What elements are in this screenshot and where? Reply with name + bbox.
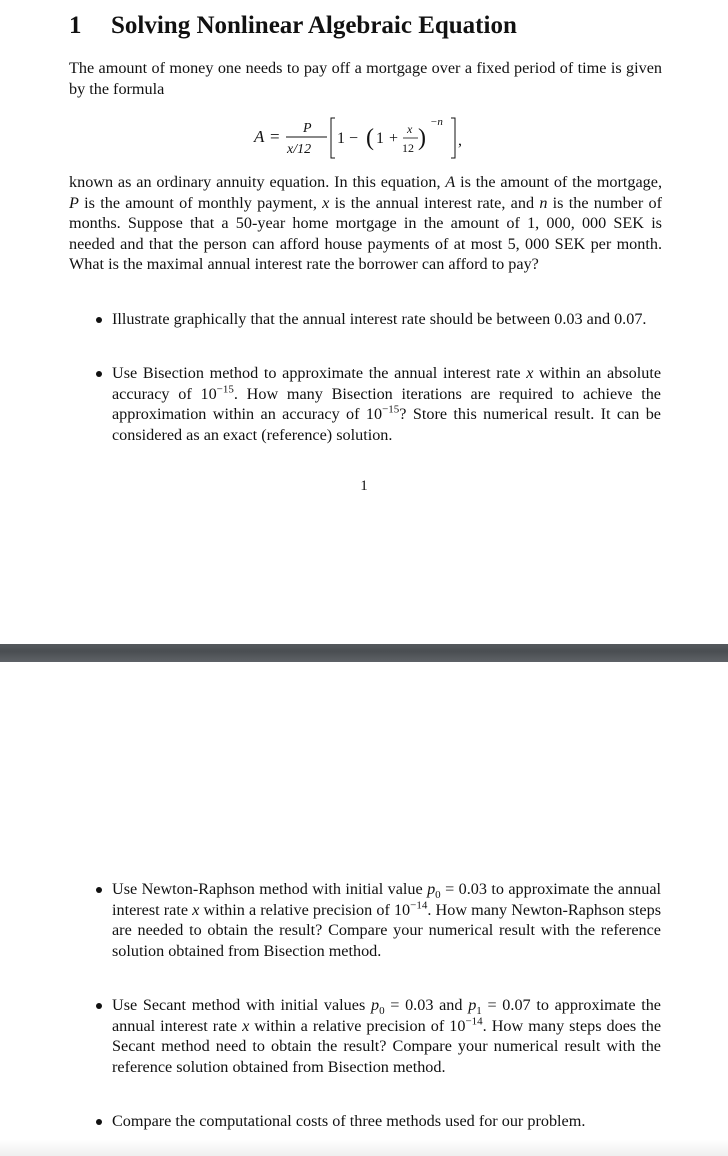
bullet-icon	[96, 371, 102, 377]
list-item-newton-raphson: Use Newton-Raphson method with initial value $p_0 = 0.03$ to approximate the annual interest rate x within a relative precision of $10^{-14}$. How many Newton-Raphson steps are needed to obtain the result? Compare your numerical result with the reference solution obtained from Bisection method.	[112, 879, 661, 961]
list-item-graphical: Illustrate graphically that the annual interest rate should be between 0.03 and 0.07.	[112, 309, 661, 330]
formula-equals: =	[270, 127, 280, 146]
bullet-icon	[96, 887, 102, 893]
section-title: Solving Nonlinear Algebraic Equation	[111, 12, 517, 39]
formula-right-paren: )	[418, 125, 426, 151]
formula-inner-one: 1	[376, 130, 384, 147]
formula-exponent: −n	[430, 116, 443, 128]
intro-paragraph: The amount of money one needs to pay off a mortgage over a fixed period of time is given by the formula	[69, 59, 662, 98]
formula-inner-numerator: x	[407, 122, 413, 136]
section-number: 1	[69, 12, 82, 39]
bullet-icon	[96, 317, 102, 323]
formula-left-bracket	[331, 118, 335, 158]
list-item-bisection: Use Bisection method to approximate the annual interest rate x within an absolute accuracy of $10^{-15}$. How many Bisection iterations are required to achieve the approximation within an accuracy of $10^{-15}$? Store this numerical result. It can be considered as an exact (reference) solution.	[112, 363, 661, 445]
list-item-compare-costs: Compare the computational costs of three methods used for our problem.	[112, 1111, 661, 1132]
list-item-secant: Use Secant method with initial values $p_0 = 0.03$ and $p_1 = 0.07$ to approximate the annual interest rate x within a relative precision of $10^{-14}$. How many steps does the Secant method need to obtain the result? Compare your numerical result with the reference solution obtained from Bisection method.	[112, 995, 661, 1077]
formula-minus: −	[349, 130, 359, 147]
explanation-paragraph: known as an ordinary annuity equation. In this equation, A is the amount of the mortgage, P is the amount of monthly payment, x is the annual interest rate, and n is the number of months. Suppose that a 50-year home mortgage in the amount of 1, 000, 000 SEK is needed and that the person can afford house payments of at most 5, 000 SEK per month. What is the maximal annual interest rate the borrower can afford to pay?	[69, 173, 663, 273]
formula-one: 1	[337, 130, 345, 147]
page-separator	[0, 644, 728, 662]
section-heading	[69, 12, 517, 40]
formula-inner-denominator: 12	[402, 141, 414, 155]
bottom-shadow	[0, 1140, 728, 1156]
formula-denominator: x/12	[287, 142, 312, 157]
formula-comma: ,	[458, 132, 462, 149]
formula-plus: +	[389, 130, 399, 147]
formula-numerator: P	[303, 121, 312, 136]
bullet-icon	[96, 1003, 102, 1009]
page-number: 1	[360, 478, 368, 494]
formula-right-bracket	[451, 118, 455, 158]
formula-left-paren: (	[366, 125, 374, 151]
bullet-icon	[96, 1119, 102, 1125]
formula-lhs: A	[254, 127, 265, 146]
annuity-formula	[0, 112, 728, 164]
document-page-2	[0, 662, 728, 1156]
